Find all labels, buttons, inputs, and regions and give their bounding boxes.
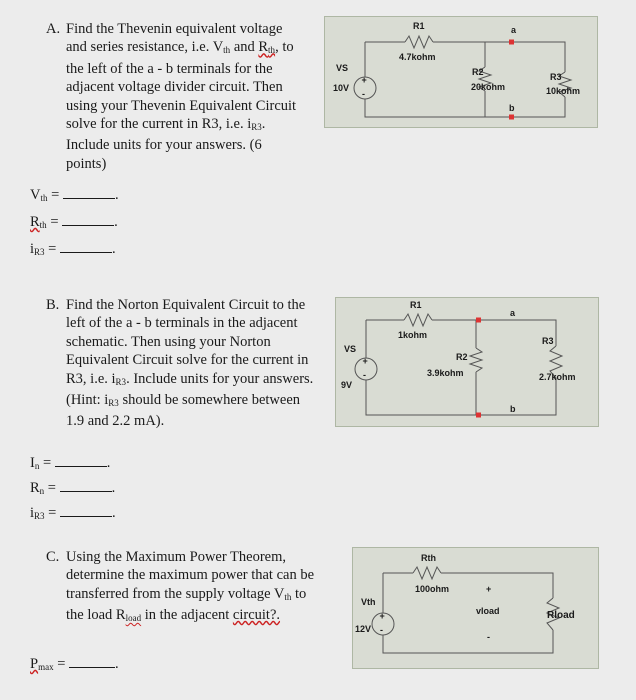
answer-ir3-a-blank[interactable] [60, 240, 112, 253]
answer-pmax-blank[interactable] [69, 655, 115, 668]
circuit-c-minus: - [487, 632, 490, 642]
question-b-line-3: schematic. Then using your Norton [66, 333, 271, 350]
circuit-b-r2-value: 3.9kohm [427, 368, 464, 378]
question-a-line-8: points) [66, 155, 107, 172]
question-b-line-4: Equivalent Circuit solve for the current in [66, 352, 309, 369]
answer-rth: $R_{th}$ = . [30, 214, 118, 230]
question-a-line-7: Include units for your answers. (6 [66, 137, 262, 154]
question-a-line-1: Find the Thevenin equivalent voltage [66, 21, 283, 37]
svg-text:+: + [379, 611, 385, 621]
question-c-line-1: Using the Maximum Power Theorem, [66, 549, 287, 565]
question-b-line-5: R3, i.e. $i_{R3}$. Include units for your answers. [66, 370, 314, 387]
circuit-c-source-value: 12V [355, 624, 372, 634]
circuit-b-r1-name: R1 [410, 300, 422, 310]
svg-text:-: - [362, 89, 365, 99]
answer-in-blank[interactable] [55, 454, 107, 467]
question-b-text [66, 296, 313, 431]
circuit-b-r1-value: 1kohm [398, 330, 428, 340]
circuit-b-source-value: 9V [341, 380, 353, 390]
circuit-b-r1-resistor [404, 314, 432, 326]
circuit-b-terminal-b [476, 413, 481, 418]
svg-text:-: - [380, 625, 383, 635]
answer-ir3-b: $i_{R3}$ = . [30, 505, 116, 521]
answer-in: $I_n$ = . [30, 455, 111, 471]
answer-ir3-a: $i_{R3}$ = . [30, 241, 116, 257]
circuit-a-source-name: VS [336, 63, 349, 73]
circuit-a-r2-name: R2 [472, 67, 484, 77]
answer-pmax: $P_{max}$ = . [30, 656, 119, 672]
answer-ir3-b-blank[interactable] [60, 504, 112, 517]
question-a-line-3: the left of the a - b terminals for the [66, 60, 273, 77]
question-c-line-3: transferred from the supply voltage $V_{th}$ to [66, 585, 307, 602]
question-a-line-2: and series resistance, i.e. $V_{th}$ and $R_{th}$, to [66, 39, 294, 56]
circuit-a-terminal-a [509, 40, 514, 45]
circuit-a-r3-name: R3 [550, 72, 562, 82]
circuit-a-r2-value: 20kohm [471, 82, 506, 92]
question-a-line-5: using your Thevenin Equivalent Circuit [66, 97, 297, 114]
circuit-a-terminal-b-label: b [509, 103, 515, 113]
circuit-a-r1-resistor [405, 36, 433, 48]
svg-text:+: + [361, 75, 367, 85]
circuit-a [324, 16, 598, 128]
circuit-b [335, 297, 599, 427]
circuit-b-terminal-a-label: a [510, 308, 516, 318]
question-c-line-4: the load $R_{load}$ in the adjacent circuit?. [66, 607, 281, 624]
circuit-a-terminal-b [509, 115, 514, 120]
circuit-a-r1-value: 4.7kohm [399, 52, 436, 62]
circuit-c-rth-value: 100ohm [415, 584, 450, 594]
circuit-a-terminal-a-label: a [511, 25, 517, 35]
answer-rn: $R_n$ = . [30, 480, 116, 496]
question-c-line-2: determine the maximum power that can be [66, 567, 315, 584]
circuit-c-vload-label: vload [476, 606, 500, 616]
circuit-b-terminal-a [476, 318, 481, 323]
circuit-b-r3-value: 2.7kohm [539, 372, 576, 382]
circuit-b-terminal-b-label: b [510, 404, 516, 414]
answer-rn-blank[interactable] [60, 479, 112, 492]
circuit-c-source-name: Vth [361, 597, 376, 607]
svg-text:+: + [362, 356, 368, 366]
circuit-b-source-name: VS [344, 344, 357, 354]
question-c-text [66, 548, 314, 628]
circuit-b-r3-name: R3 [542, 336, 554, 346]
circuit-c-rload-label: Rload [547, 610, 575, 621]
circuit-c-plus: + [486, 584, 492, 594]
question-b-line-7: 1.9 and 2.2 mA). [66, 413, 165, 430]
circuit-b-r2-name: R2 [456, 352, 468, 362]
answer-vth-blank[interactable] [63, 186, 115, 199]
circuit-a-source-value: 10V [333, 83, 350, 93]
circuit-a-r1-name: R1 [413, 21, 425, 31]
circuit-b-r2-resistor [470, 348, 482, 372]
question-a-letter: A. [46, 21, 61, 37]
question-c-letter: C. [46, 549, 60, 565]
question-a-text [66, 20, 296, 173]
question-b-line-2: left of the a - b terminals in the adjacent [66, 315, 298, 332]
answer-rth-blank[interactable] [62, 213, 114, 226]
question-a-line-4: adjacent voltage divider circuit. Then [66, 79, 283, 96]
circuit-c [352, 547, 599, 669]
answer-vth: $V_{th}$ = . [30, 187, 119, 203]
question-b-letter: B. [46, 297, 60, 313]
circuit-a-r3-value: 10kohm [546, 86, 581, 96]
question-a-line-6: solve for the current in R3, i.e. $i_{R3}$. [66, 116, 266, 133]
question-b-line-6: (Hint: $i_{R3}$ should be somewhere between [66, 392, 301, 409]
svg-text:-: - [363, 370, 366, 380]
circuit-c-rth-resistor [413, 567, 441, 579]
question-b-line-1: Find the Norton Equivalent Circuit to the [66, 297, 306, 313]
circuit-c-rth-name: Rth [421, 553, 436, 563]
